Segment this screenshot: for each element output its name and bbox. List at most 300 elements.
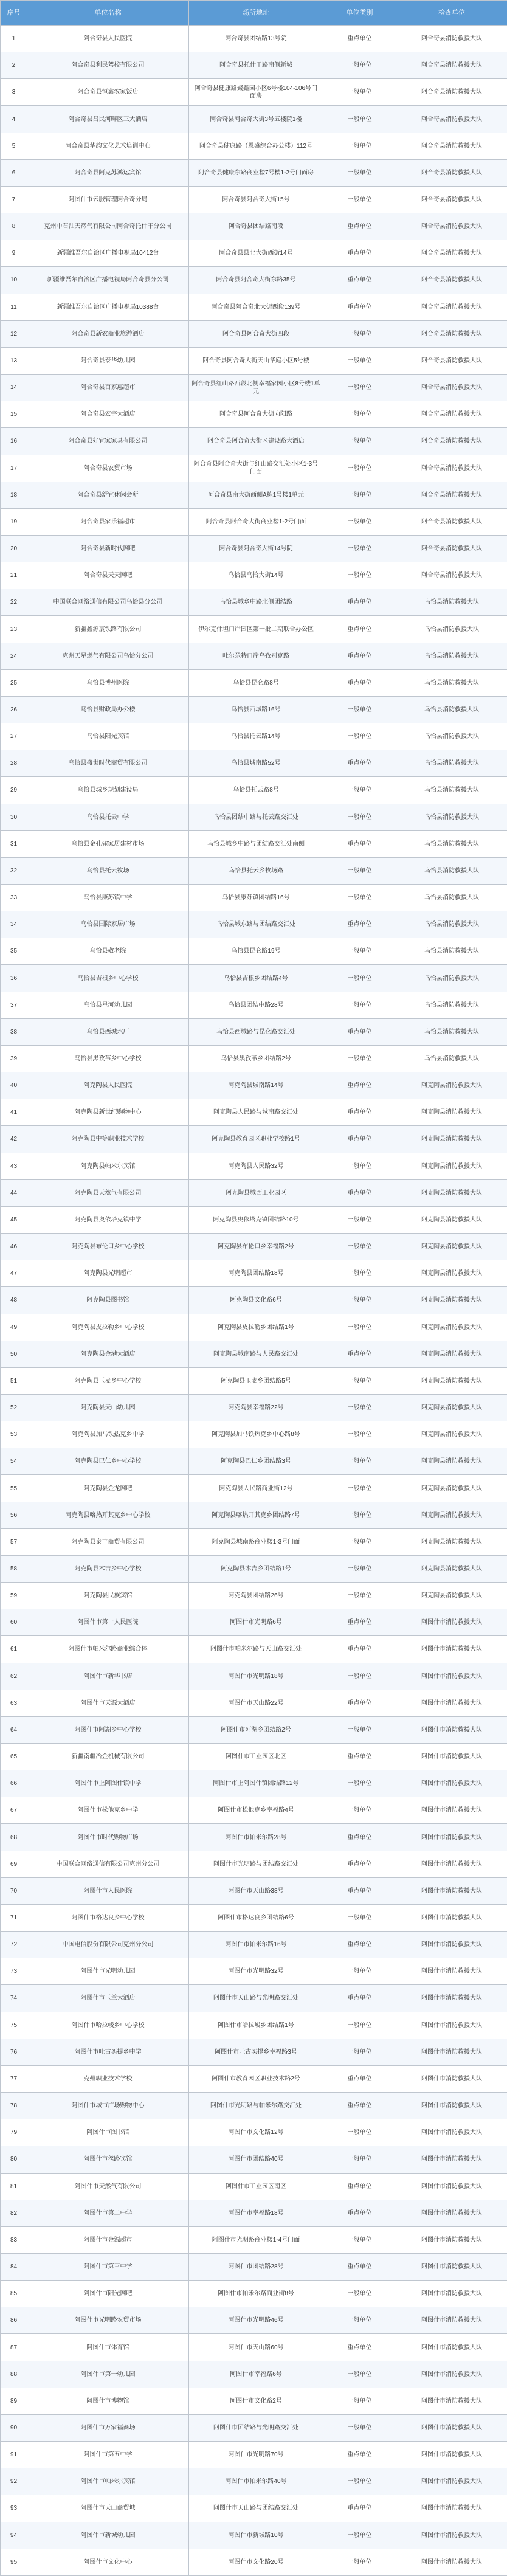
cell-address: 阿图什市帕米尔路28号 (189, 1824, 323, 1851)
cell-unit-category: 重点单位 (323, 1179, 396, 1206)
cell-unit-category: 一般单位 (323, 1367, 396, 1394)
cell-unit-category: 重点单位 (323, 294, 396, 320)
table-row (1, 2388, 507, 2414)
cell-address: 乌恰县城东路与团结路交汇处 (189, 911, 323, 938)
cell-inspection-unit: 乌恰县消防救援大队 (396, 589, 507, 616)
cell-address: 阿图什市工业园区南区 (189, 2173, 323, 2200)
cell-unit-category: 重点单位 (323, 911, 396, 938)
table-row (1, 1851, 507, 1877)
cell-serial: 76 (1, 2039, 27, 2065)
cell-serial: 64 (1, 1716, 27, 1743)
cell-unit-category: 一般单位 (323, 1234, 396, 1260)
cell-address: 阿图什市帕米尔路商业街8号 (189, 2281, 323, 2307)
cell-unit-name: 阿图什市上阿图什镇中学 (27, 1770, 189, 1797)
cell-inspection-unit: 阿图什市消防救援大队 (396, 2307, 507, 2334)
cell-unit-name: 阿合奇县舒宜休闲会所 (27, 482, 189, 508)
cell-unit-category: 一般单位 (323, 2119, 396, 2146)
cell-address: 阿克陶县加马铁热克乡中心路8号 (189, 1421, 323, 1448)
table-row (1, 2226, 507, 2253)
cell-unit-name: 阿图什市博物馆 (27, 2388, 189, 2414)
cell-inspection-unit: 乌恰县消防救援大队 (396, 830, 507, 857)
table-row (1, 1716, 507, 1743)
cell-unit-name: 阿克陶县光明超市 (27, 1260, 189, 1287)
table-row (1, 1341, 507, 1367)
cell-unit-category: 一般单位 (323, 186, 396, 213)
cell-inspection-unit: 乌恰县消防救援大队 (396, 1018, 507, 1045)
cell-address: 阿合奇县团结路13号院 (189, 26, 323, 52)
cell-serial: 19 (1, 508, 27, 535)
cell-address: 阿合奇县阿合奇大街区建设路大酒店 (189, 428, 323, 455)
cell-serial: 94 (1, 2522, 27, 2549)
cell-serial: 93 (1, 2495, 27, 2522)
table-row (1, 294, 507, 320)
cell-inspection-unit: 阿图什市消防救援大队 (396, 2146, 507, 2173)
cell-inspection-unit: 阿合奇县消防救援大队 (396, 401, 507, 428)
cell-serial: 2 (1, 52, 27, 79)
cell-unit-name: 阿克陶县木吉乡中心学校 (27, 1555, 189, 1582)
cell-inspection-unit: 乌恰县消防救援大队 (396, 616, 507, 643)
cell-serial: 58 (1, 1555, 27, 1582)
cell-serial: 47 (1, 1260, 27, 1287)
cell-unit-name: 阿克陶县金龙网吧 (27, 1475, 189, 1502)
table-header (1, 1, 507, 26)
cell-address: 阿合奇县阿合奇大街四段 (189, 320, 323, 347)
cell-unit-name: 乌恰县敬老院 (27, 938, 189, 965)
cell-unit-name: 阿图什市云服管理阿合奇分局 (27, 186, 189, 213)
cell-unit-category: 重点单位 (323, 1690, 396, 1716)
cell-address: 阿图什市光明路32号 (189, 1958, 323, 1985)
cell-unit-name: 中国联合网络通信有限公司乌恰县分公司 (27, 589, 189, 616)
cell-serial: 91 (1, 2442, 27, 2468)
cell-unit-category: 一般单位 (323, 696, 396, 723)
cell-unit-name: 阿合奇县宏宇大酒店 (27, 401, 189, 428)
cell-unit-category: 一般单位 (323, 2361, 396, 2388)
cell-inspection-unit: 阿合奇县消防救援大队 (396, 320, 507, 347)
cell-serial: 34 (1, 911, 27, 938)
cell-serial: 95 (1, 2549, 27, 2575)
cell-inspection-unit: 阿图什市消防救援大队 (396, 2065, 507, 2092)
table-row (1, 1153, 507, 1179)
cell-unit-category: 一般单位 (323, 1528, 396, 1555)
cell-address: 阿图什市光明路商业楼1-4号门面 (189, 2226, 323, 2253)
cell-unit-name: 阿图什市体育馆 (27, 2334, 189, 2361)
cell-inspection-unit: 阿合奇县消防救援大队 (396, 375, 507, 401)
cell-address: 阿克陶县团结路18号 (189, 1260, 323, 1287)
cell-serial: 40 (1, 1072, 27, 1099)
cell-serial: 1 (1, 26, 27, 52)
cell-address: 阿合奇县健康东路商业楼7号楼1-2号门面房 (189, 159, 323, 186)
cell-address: 阿合奇县县北大街西街14号 (189, 240, 323, 267)
cell-inspection-unit: 阿图什市消防救援大队 (396, 2281, 507, 2307)
cell-serial: 52 (1, 1394, 27, 1421)
table-row (1, 965, 507, 992)
cell-unit-category: 重点单位 (323, 750, 396, 777)
cell-unit-name: 阿合奇县好宜家家具有限公司 (27, 428, 189, 455)
cell-unit-name: 阿克陶县天然气有限公司 (27, 1179, 189, 1206)
cell-unit-name: 乌恰县托云牧场 (27, 857, 189, 884)
cell-unit-category: 重点单位 (323, 1072, 396, 1099)
cell-unit-category: 一般单位 (323, 777, 396, 804)
cell-unit-name: 乌恰县博州医院 (27, 669, 189, 696)
table-row (1, 1690, 507, 1716)
cell-address: 阿克陶县城西工业园区 (189, 1179, 323, 1206)
table-row (1, 1528, 507, 1555)
cell-address: 阿克陶县玉麦乡团结路5号 (189, 1367, 323, 1394)
cell-serial: 30 (1, 804, 27, 830)
table-row (1, 1367, 507, 1394)
cell-serial: 35 (1, 938, 27, 965)
cell-inspection-unit: 阿克陶县消防救援大队 (396, 1555, 507, 1582)
cell-address: 阿合奇县团结路南段 (189, 213, 323, 240)
cell-inspection-unit: 阿图什市消防救援大队 (396, 1663, 507, 1690)
cell-inspection-unit: 阿图什市消防救援大队 (396, 2039, 507, 2065)
cell-unit-category: 一般单位 (323, 482, 396, 508)
cell-serial: 85 (1, 2281, 27, 2307)
cell-inspection-unit: 阿合奇县消防救援大队 (396, 186, 507, 213)
cell-address: 阿图什市团结路与光明路交汇处 (189, 2414, 323, 2441)
cell-address: 阿图什市光明路18号 (189, 1663, 323, 1690)
cell-unit-category: 一般单位 (323, 401, 396, 428)
table-row (1, 1744, 507, 1770)
cell-unit-category: 一般单位 (323, 1958, 396, 1985)
table-row (1, 1904, 507, 1931)
cell-inspection-unit: 阿合奇县消防救援大队 (396, 428, 507, 455)
cell-unit-name: 阿合奇县百家惠超市 (27, 375, 189, 401)
cell-serial: 86 (1, 2307, 27, 2334)
cell-unit-category: 一般单位 (323, 2039, 396, 2065)
cell-address: 乌恰县城乡中路与团结路交汇处南侧 (189, 830, 323, 857)
cell-serial: 21 (1, 562, 27, 589)
cell-unit-category: 重点单位 (323, 1851, 396, 1877)
cell-address: 阿图什市团结路40号 (189, 2146, 323, 2173)
cell-serial: 63 (1, 1690, 27, 1716)
cell-unit-category: 重点单位 (323, 2334, 396, 2361)
cell-inspection-unit: 阿克陶县消防救援大队 (396, 1206, 507, 1233)
cell-inspection-unit: 阿图什市消防救援大队 (396, 1851, 507, 1877)
cell-unit-name: 克州中石油天然气有限公司阿合奇托什干分公司 (27, 213, 189, 240)
cell-inspection-unit: 阿克陶县消防救援大队 (396, 1126, 507, 1153)
cell-address: 阿图什市教育园区职业技术路2号 (189, 2065, 323, 2092)
cell-unit-name: 乌恰县城乡规划建设局 (27, 777, 189, 804)
cell-unit-category: 重点单位 (323, 2253, 396, 2280)
cell-unit-name: 阿克陶县金港大酒店 (27, 1341, 189, 1367)
cell-unit-name: 阿克陶县新世纪购物中心 (27, 1099, 189, 1126)
cell-inspection-unit: 阿图什市消防救援大队 (396, 1877, 507, 1904)
cell-inspection-unit: 阿图什市消防救援大队 (396, 2173, 507, 2200)
cell-unit-category: 一般单位 (323, 1797, 396, 1824)
cell-unit-category: 一般单位 (323, 1904, 396, 1931)
cell-address: 阿合奇县阿合奇大街14号院 (189, 535, 323, 562)
cell-address: 阿图什市格达良乡团结路6号 (189, 1904, 323, 1931)
cell-serial: 69 (1, 1851, 27, 1877)
cell-address: 阿克陶县文化路6号 (189, 1287, 323, 1314)
cell-serial: 32 (1, 857, 27, 884)
cell-serial: 13 (1, 347, 27, 374)
cell-serial: 10 (1, 267, 27, 294)
cell-inspection-unit: 阿图什市消防救援大队 (396, 1744, 507, 1770)
cell-inspection-unit: 阿图什市消防救援大队 (396, 2442, 507, 2468)
cell-address: 阿合奇县阿合奇大街向阳路 (189, 401, 323, 428)
cell-serial: 67 (1, 1797, 27, 1824)
cell-serial: 60 (1, 1609, 27, 1636)
table-row (1, 830, 507, 857)
cell-inspection-unit: 阿图什市消防救援大队 (396, 2226, 507, 2253)
cell-inspection-unit: 阿图什市消防救援大队 (396, 2119, 507, 2146)
cell-unit-name: 乌恰县财政局办公楼 (27, 696, 189, 723)
cell-unit-category: 一般单位 (323, 857, 396, 884)
cell-serial: 65 (1, 1744, 27, 1770)
cell-unit-category: 重点单位 (323, 643, 396, 669)
cell-address: 乌恰县城南路52号 (189, 750, 323, 777)
cell-serial: 59 (1, 1583, 27, 1609)
table-row (1, 455, 507, 482)
cell-address: 阿图什市阿湖乡团结路2号 (189, 1716, 323, 1743)
table-row (1, 375, 507, 401)
cell-unit-name: 乌恰县阳光宾馆 (27, 723, 189, 750)
cell-unit-category: 一般单位 (323, 2549, 396, 2575)
cell-unit-category: 重点单位 (323, 1126, 396, 1153)
table-row (1, 911, 507, 938)
cell-unit-name: 阿图什市图书馆 (27, 2119, 189, 2146)
cell-inspection-unit: 阿克陶县消防救援大队 (396, 1583, 507, 1609)
cell-unit-name: 阿图什市吐古买提乡中学 (27, 2039, 189, 2065)
cell-serial: 37 (1, 992, 27, 1018)
cell-address: 阿合奇县南大街西侧A栋1号楼1单元 (189, 482, 323, 508)
cell-inspection-unit: 阿克陶县消防救援大队 (396, 1367, 507, 1394)
cell-address: 阿克陶县人民路商业街12号 (189, 1475, 323, 1502)
cell-unit-name: 阿合奇县农贸市场 (27, 455, 189, 482)
cell-unit-name: 阿克陶县奥依塔克镇中学 (27, 1206, 189, 1233)
cell-serial: 66 (1, 1770, 27, 1797)
cell-address: 乌恰县团结中路与托云路交汇处 (189, 804, 323, 830)
cell-unit-name: 阿合奇县泰华幼儿园 (27, 347, 189, 374)
cell-unit-name: 阿图什市阳光网吧 (27, 2281, 189, 2307)
cell-unit-name: 阿克陶县帕米尔宾馆 (27, 1153, 189, 1179)
cell-unit-name: 阿图什市玉兰大酒店 (27, 1985, 189, 2012)
cell-serial: 4 (1, 106, 27, 133)
table-row (1, 2307, 507, 2334)
cell-serial: 41 (1, 1099, 27, 1126)
cell-unit-name: 乌恰县盛世时代商贸有限公司 (27, 750, 189, 777)
cell-inspection-unit: 阿克陶县消防救援大队 (396, 1448, 507, 1475)
cell-unit-name: 阿克陶县喀热开其克乡中心学校 (27, 1502, 189, 1528)
cell-inspection-unit: 阿图什市消防救援大队 (396, 2468, 507, 2495)
cell-unit-name: 阿克陶县泰丰商贸有限公司 (27, 1528, 189, 1555)
cell-address: 阿克陶县奥依塔克镇团结路10号 (189, 1206, 323, 1233)
cell-inspection-unit: 阿合奇县消防救援大队 (396, 562, 507, 589)
table-row (1, 2012, 507, 2039)
cell-serial: 26 (1, 696, 27, 723)
cell-serial: 80 (1, 2146, 27, 2173)
cell-unit-name: 阿合奇县阿克苏鸿运宾馆 (27, 159, 189, 186)
cell-inspection-unit: 阿合奇县消防救援大队 (396, 294, 507, 320)
cell-address: 阿图什市文化路20号 (189, 2549, 323, 2575)
table-row (1, 885, 507, 911)
cell-unit-category: 一般单位 (323, 133, 396, 159)
cell-serial: 5 (1, 133, 27, 159)
cell-inspection-unit: 阿合奇县消防救援大队 (396, 106, 507, 133)
cell-address: 阿图什市天山路与光明路交汇处 (189, 1985, 323, 2012)
table-row (1, 669, 507, 696)
cell-address: 乌恰县西城路16号 (189, 696, 323, 723)
cell-unit-category: 重点单位 (323, 1744, 396, 1770)
cell-address: 阿合奇县阿合奇大街东路35号 (189, 267, 323, 294)
cell-inspection-unit: 阿图什市消防救援大队 (396, 2093, 507, 2119)
cell-unit-category: 一般单位 (323, 320, 396, 347)
cell-address: 阿合奇县阿合奇大街与红山路交汇处小区1-3号门面 (189, 455, 323, 482)
cell-unit-category: 一般单位 (323, 2307, 396, 2334)
cell-serial: 20 (1, 535, 27, 562)
cell-unit-category: 重点单位 (323, 2495, 396, 2522)
cell-inspection-unit: 阿图什市消防救援大队 (396, 1716, 507, 1743)
cell-serial: 18 (1, 482, 27, 508)
cell-address: 阿合奇县阿合奇大街15号 (189, 186, 323, 213)
table-row (1, 1099, 507, 1126)
table-row (1, 535, 507, 562)
cell-serial: 17 (1, 455, 27, 482)
cell-unit-category: 重点单位 (323, 2200, 396, 2226)
cell-inspection-unit: 乌恰县消防救援大队 (396, 992, 507, 1018)
cell-unit-category: 一般单位 (323, 562, 396, 589)
cell-unit-name: 阿克陶县民族宾馆 (27, 1583, 189, 1609)
cell-serial: 16 (1, 428, 27, 455)
cell-serial: 49 (1, 1314, 27, 1341)
cell-unit-name: 乌恰县康苏镇中学 (27, 885, 189, 911)
table-row (1, 2253, 507, 2280)
cell-unit-name: 乌恰县西城水厂 (27, 1018, 189, 1045)
table-row (1, 1421, 507, 1448)
cell-serial: 89 (1, 2388, 27, 2414)
cell-inspection-unit: 阿图什市消防救援大队 (396, 2012, 507, 2039)
cell-address: 乌恰县康苏镇团结路16号 (189, 885, 323, 911)
cell-address: 阿图什市团结路28号 (189, 2253, 323, 2280)
cell-inspection-unit: 阿克陶县消防救援大队 (396, 1099, 507, 1126)
cell-address: 阿图什市天山路22号 (189, 1690, 323, 1716)
cell-unit-category: 一般单位 (323, 1314, 396, 1341)
cell-address: 乌恰县西城路与昆仑路交汇处 (189, 1018, 323, 1045)
cell-inspection-unit: 阿克陶县消防救援大队 (396, 1394, 507, 1421)
cell-unit-name: 阿图什市光明幼儿园 (27, 1958, 189, 1985)
cell-serial: 29 (1, 777, 27, 804)
cell-inspection-unit: 乌恰县消防救援大队 (396, 885, 507, 911)
table-row (1, 2119, 507, 2146)
cell-unit-name: 阿合奇县昌民河畔区三大酒店 (27, 106, 189, 133)
cell-inspection-unit: 阿合奇县消防救援大队 (396, 26, 507, 52)
table-row (1, 79, 507, 106)
cell-unit-category: 一般单位 (323, 1475, 396, 1502)
table-row (1, 1555, 507, 1582)
cell-inspection-unit: 乌恰县消防救援大队 (396, 777, 507, 804)
table-row (1, 2146, 507, 2173)
cell-unit-name: 阿图什市新城幼儿园 (27, 2522, 189, 2549)
cell-address: 阿克陶县木吉乡团结路1号 (189, 1555, 323, 1582)
cell-address: 乌恰县团结中路28号 (189, 992, 323, 1018)
cell-address: 阿图什市天山路38号 (189, 1877, 323, 1904)
cell-unit-category: 重点单位 (323, 616, 396, 643)
cell-inspection-unit: 阿克陶县消防救援大队 (396, 1421, 507, 1448)
cell-address: 阿合奇县红山路西段北侧幸福家园小区8号楼1单元 (189, 375, 323, 401)
cell-serial: 56 (1, 1502, 27, 1528)
cell-serial: 36 (1, 965, 27, 992)
cell-serial: 7 (1, 186, 27, 213)
cell-address: 阿图什市新城路10号 (189, 2522, 323, 2549)
cell-unit-name: 阿克陶县玉麦乡中心学校 (27, 1367, 189, 1394)
cell-unit-category: 一般单位 (323, 1153, 396, 1179)
cell-inspection-unit: 阿克陶县消防救援大队 (396, 1502, 507, 1528)
table-row (1, 159, 507, 186)
cell-unit-name: 阿图什市金源超市 (27, 2226, 189, 2253)
cell-serial: 50 (1, 1341, 27, 1367)
cell-unit-category: 一般单位 (323, 2146, 396, 2173)
cell-unit-category: 重点单位 (323, 2093, 396, 2119)
cell-unit-category: 重点单位 (323, 830, 396, 857)
table-row (1, 482, 507, 508)
cell-unit-name: 阿图什市帕米尔宾馆 (27, 2468, 189, 2495)
cell-unit-name: 阿图什市文化中心 (27, 2549, 189, 2575)
table-row (1, 589, 507, 616)
cell-unit-name: 乌恰县星河幼儿园 (27, 992, 189, 1018)
cell-unit-category: 一般单位 (323, 965, 396, 992)
cell-address: 阿图什市帕米尔路与天山路交汇处 (189, 1636, 323, 1663)
cell-address: 阿图什市天山路60号 (189, 2334, 323, 2361)
cell-unit-category: 重点单位 (323, 1099, 396, 1126)
cell-address: 阿图什市光明路6号 (189, 1609, 323, 1636)
cell-unit-name: 阿克陶县皮拉勒乡中心学校 (27, 1314, 189, 1341)
cell-inspection-unit: 阿图什市消防救援大队 (396, 2388, 507, 2414)
table-row (1, 723, 507, 750)
table-row (1, 240, 507, 267)
cell-unit-category: 一般单位 (323, 1394, 396, 1421)
cell-serial: 84 (1, 2253, 27, 2280)
table-row (1, 1126, 507, 1153)
cell-serial: 53 (1, 1421, 27, 1448)
cell-inspection-unit: 乌恰县消防救援大队 (396, 723, 507, 750)
table-row (1, 401, 507, 428)
cell-unit-category: 重点单位 (323, 1341, 396, 1367)
table-row (1, 938, 507, 965)
cell-serial: 25 (1, 669, 27, 696)
cell-unit-name: 阿图什市哈拉峻乡中心学校 (27, 2012, 189, 2039)
cell-unit-name: 克州职业技术学校 (27, 2065, 189, 2092)
cell-unit-name: 新疆维吾尔自治区广播电视局阿合奇县分公司 (27, 267, 189, 294)
table-row (1, 1179, 507, 1206)
cell-address: 伊尔克什坦口岸园区第一批二期联合办公区 (189, 616, 323, 643)
cell-inspection-unit: 乌恰县消防救援大队 (396, 857, 507, 884)
cell-inspection-unit: 阿合奇县消防救援大队 (396, 535, 507, 562)
table-row (1, 1583, 507, 1609)
cell-address: 阿合奇县阿合奇大街3号五楼院1楼 (189, 106, 323, 133)
cell-inspection-unit: 阿图什市消防救援大队 (396, 1932, 507, 1958)
cell-unit-name: 新疆鑫源宸铁路有限公司 (27, 616, 189, 643)
table-row (1, 508, 507, 535)
cell-unit-name: 新疆维吾尔自治区广播电视局10412台 (27, 240, 189, 267)
table-row (1, 2039, 507, 2065)
cell-inspection-unit: 阿合奇县消防救援大队 (396, 79, 507, 106)
cell-unit-name: 阿图什市天源大酒店 (27, 1690, 189, 1716)
cell-unit-category: 重点单位 (323, 1932, 396, 1958)
cell-serial: 71 (1, 1904, 27, 1931)
cell-serial: 72 (1, 1932, 27, 1958)
cell-unit-name: 阿克陶县中等职业技术学校 (27, 1126, 189, 1153)
cell-unit-category: 一般单位 (323, 1206, 396, 1233)
table-row (1, 2442, 507, 2468)
cell-unit-category: 一般单位 (323, 2388, 396, 2414)
table-row (1, 857, 507, 884)
cell-serial: 78 (1, 2093, 27, 2119)
cell-unit-category: 一般单位 (323, 375, 396, 401)
cell-unit-category: 一般单位 (323, 79, 396, 106)
table-row (1, 213, 507, 240)
